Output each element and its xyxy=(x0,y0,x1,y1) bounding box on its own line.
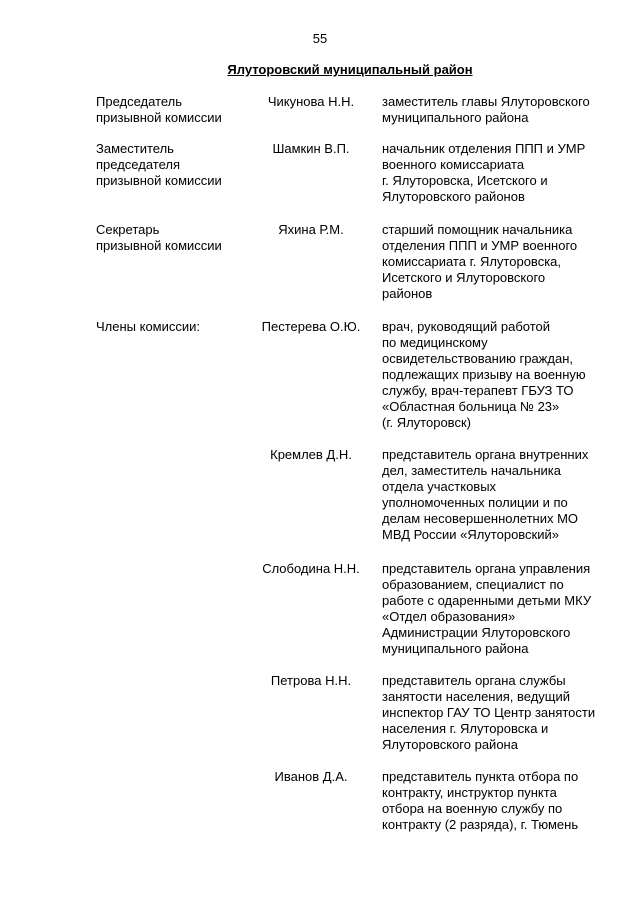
entry-name: Кремлев Д.Н. xyxy=(270,447,352,462)
entry-description: заместитель главы Ялуторовского муниципального района xyxy=(382,94,590,125)
entry-role: Заместитель председателя призывной комиссии xyxy=(96,141,222,188)
page-number: 55 xyxy=(312,31,328,46)
entry-name: Слободина Н.Н. xyxy=(262,561,360,576)
entry-name: Чикунова Н.Н. xyxy=(267,94,355,109)
entry-name: Шамкин В.П. xyxy=(272,141,350,156)
entry-role: Секретарь призывной комиссии xyxy=(96,222,222,253)
entry-description: врач, руководящий работой по медицинскому освидетельствованию граждан, подлежащих призыву на военную службу, врач-терапевт ГБУЗ ТО «Областная больница № 23» (г. Ялуторовск) xyxy=(382,319,586,430)
entry-description: старший помощник начальника отделения ППП и УМР военного комиссариата г. Ялуторовска, Исетского и Ялуторовского районов xyxy=(382,222,578,301)
entry-description: начальник отделения ППП и УМР военного комиссариата г. Ялуторовска, Исетского и Ялуторовского районов xyxy=(382,141,586,204)
entry-description: представитель органа внутренних дел, заместитель начальника отдела участковых уполномоченных полиции и по делам несовершеннолетних МО МВД России «Ялуторовский» xyxy=(382,447,589,542)
entry-role: Члены комиссии: xyxy=(96,319,201,334)
entry-name: Иванов Д.А. xyxy=(274,769,348,784)
entry-name: Петрова Н.Н. xyxy=(270,673,352,688)
entry-description: представитель органа управления образованием, специалист по работе с одаренными детьми МКУ «Отдел образования» Администрации Ялуторовского муниципального района xyxy=(382,561,592,656)
document-title: Ялуторовский муниципальный район xyxy=(227,62,473,77)
entry-role: Председатель призывной комиссии xyxy=(96,94,222,125)
entry-description: представитель органа службы занятости населения, ведущий инспектор ГАУ ТО Центр занятости населения г. Ялуторовска и Ялуторовского района xyxy=(382,673,596,752)
entry-description: представитель пункта отбора по контракту, инструктор пункта отбора на военную службу по контракту (2 разряда), г. Тюмень xyxy=(382,769,579,832)
entry-name: Пестерева О.Ю. xyxy=(261,319,361,334)
entry-name: Яхина Р.М. xyxy=(278,222,344,237)
